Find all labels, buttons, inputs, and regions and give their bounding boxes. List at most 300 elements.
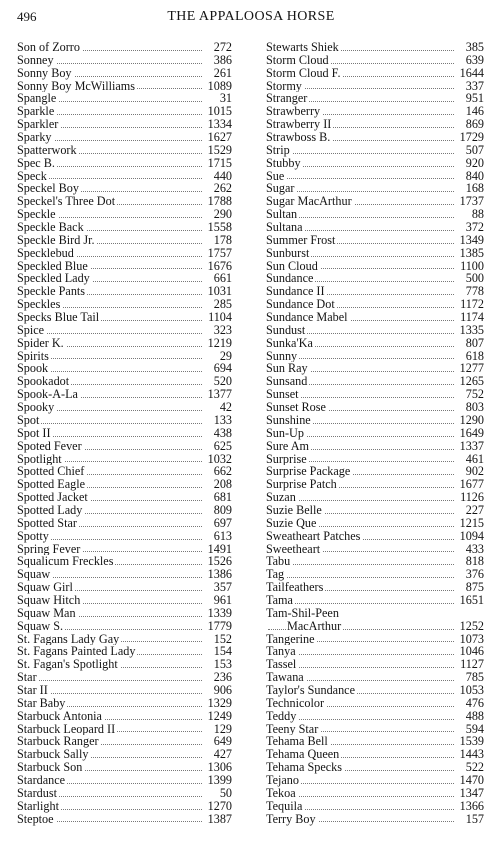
registration-number: 507 [463,144,484,157]
horse-name: Speckle [17,207,56,222]
horse-name: Sparky [17,130,52,145]
index-entry [266,131,484,144]
index-entry [266,543,484,556]
index-entry [266,247,484,260]
registration-number: 129 [211,723,232,736]
registration-number: 42 [217,401,232,414]
horse-name: Tam-Shil-Peen [266,605,339,620]
registration-number: 461 [463,453,484,466]
registration-number: 1649 [457,427,484,440]
horse-name: Squaw S. [17,618,64,633]
horse-name: Storm Cloud F. [266,65,341,80]
horse-name: Starbuck Leopard II [17,721,116,736]
index-entry [17,144,232,157]
index-entry [266,684,484,697]
horse-name: Sweatheart Patches [266,528,361,543]
index-entry [266,144,484,157]
registration-number: 488 [463,710,484,723]
index-entry [266,324,484,337]
index-entry [17,697,232,710]
registration-number: 152 [211,633,232,646]
horse-name: Son of Zorro [17,40,80,54]
registration-number: 875 [463,581,484,594]
horse-name: Sultan [266,207,298,222]
registration-number: 1127 [457,658,484,671]
index-entry [17,813,232,826]
registration-number: 1252 [457,620,484,633]
index-entry [266,594,484,607]
index-entry [266,311,484,324]
horse-name: St. Fagans Painted Lady [17,644,136,659]
index-entry [266,491,484,504]
horse-name: Spatterwork [17,142,77,157]
registration-number: 323 [211,324,232,337]
horse-name: Spring Fever [17,541,81,556]
dot-leader [268,178,454,179]
index-entry [17,427,232,440]
registration-number: 1215 [457,517,484,530]
registration-number: 639 [463,54,484,67]
registration-number: 1073 [457,633,484,646]
registration-number: 1306 [205,761,232,774]
horse-name: Sun Ray [266,361,308,376]
index-entry [266,414,484,427]
index-entry [17,247,232,260]
horse-name: Suzan [266,490,296,505]
index-entry [17,504,232,517]
index-entry [17,658,232,671]
registration-number: 376 [463,568,484,581]
horse-name: Spirits [17,348,49,363]
registration-number: 785 [463,671,484,684]
horse-name: Sundance Mabel [266,310,348,325]
horse-name: Squalicum Freckles [17,554,114,569]
dot-leader [268,577,454,578]
horse-name: Sun-Up [266,425,304,440]
dot-leader [19,333,202,334]
horse-name: Stormy [266,78,302,93]
horse-name: Sunny [266,348,298,363]
horse-name: Stranger [266,91,308,106]
page-title: THE APPALOOSA HORSE [167,9,335,24]
index-entry [17,67,232,80]
index-entry [17,41,232,54]
dot-leader [268,603,454,604]
registration-number: 661 [211,272,232,285]
registration-number: 88 [469,208,484,221]
index-entry [266,530,484,543]
horse-name: Squaw Hitch [17,592,81,607]
horse-name: Spotty [17,528,49,543]
registration-number: 1387 [205,813,232,826]
index-entry [17,414,232,427]
index-entry [17,350,232,363]
registration-number: 262 [211,182,232,195]
registration-number: 1337 [457,440,484,453]
index-entry [266,67,484,80]
registration-number: 1219 [205,337,232,350]
horse-name: Starlight [17,798,59,813]
index-entry [17,800,232,813]
index-column-right [266,41,484,825]
registration-number: 385 [463,41,484,54]
index-entry [266,787,484,800]
registration-number: 31 [217,92,232,105]
horse-name: Sure Am [266,438,309,453]
horse-name: Speckled Blue [17,258,88,273]
registration-number: 1443 [457,748,484,761]
horse-name: Speckles [17,297,61,312]
horse-name: Sweetheart [266,541,321,556]
registration-number: 1677 [457,478,484,491]
index-entry [17,491,232,504]
horse-name: Starbuck Ranger [17,734,99,749]
horse-name: Summer Frost [266,232,336,247]
horse-name: Star [17,670,37,685]
registration-number: 178 [211,234,232,247]
index-entry [266,517,484,530]
registration-number: 840 [463,170,484,183]
horse-name: Sparkler [17,117,59,132]
registration-number: 1329 [205,697,232,710]
horse-name: Specklebud [17,245,74,260]
index-entry [266,401,484,414]
index-entry [266,633,484,646]
registration-number: 438 [211,427,232,440]
registration-number: 290 [211,208,232,221]
registration-number: 1366 [457,800,484,813]
horse-name: Tejano [266,772,299,787]
index-entry [266,581,484,594]
index-entry [17,530,232,543]
horse-name: Spotted Lady [17,502,83,517]
horse-name: Tehama Bell [266,734,328,749]
horse-name: Tekoa [266,785,296,800]
registration-number: 154 [211,645,232,658]
horse-name: St. Fagans Lady Gay [17,631,120,646]
registration-number: 133 [211,414,232,427]
horse-name: Spotted Jacket [17,490,88,505]
horse-name: Star Baby [17,695,66,710]
horse-name: Spec B. [17,155,55,170]
registration-number: 1377 [205,388,232,401]
registration-number: 920 [463,157,484,170]
horse-name: Sunshine [266,412,311,427]
horse-name: Tama [266,592,293,607]
horse-name: Spook-A-La [17,387,78,402]
index-entry [266,54,484,67]
horse-name: Sunka'Ka [266,335,313,350]
horse-name: Teeny Star [266,721,319,736]
index-entry [17,157,232,170]
registration-number: 1249 [205,710,232,723]
registration-number: 50 [217,787,232,800]
horse-name: Spookadot [17,374,70,389]
index-entry [17,684,232,697]
horse-name: Speckled Lady [17,271,90,286]
horse-name: Squaw Man [17,605,76,620]
registration-number: 1399 [205,774,232,787]
registration-number: 227 [463,504,484,517]
horse-name: Spotted Chief [17,464,85,479]
registration-number: 1031 [205,285,232,298]
horse-name: Strip [266,142,290,157]
registration-number: 1174 [457,311,484,324]
horse-name: Speckel's Three Dot [17,194,116,209]
registration-number: 869 [463,118,484,131]
horse-name: Sparkle [17,104,55,119]
page-number: 496 [17,9,37,24]
horse-name: St. Fagan's Spotlight [17,657,118,672]
registration-number: 1032 [205,453,232,466]
registration-number: 1094 [457,530,484,543]
registration-number: 594 [463,723,484,736]
index-entry [266,157,484,170]
horse-name: Stewarts Shiek [266,40,339,54]
index-entry [266,41,484,54]
horse-name: Surprise Patch [266,477,337,492]
horse-name: Taylor's Sundance [266,682,356,697]
registration-number: 662 [211,465,232,478]
horse-name: Sunset Rose [266,400,326,415]
index-entry [17,440,232,453]
horse-name: Speckel Boy [17,181,79,196]
page-header [17,9,485,27]
registration-number: 1335 [457,324,484,337]
dot-leader [19,423,202,424]
index-entry [266,800,484,813]
registration-number: 1676 [205,260,232,273]
horse-name: Strawberry [266,104,321,119]
horse-name: Speckle Pants [17,284,86,299]
index-entry [17,594,232,607]
registration-number: 625 [211,440,232,453]
registration-number: 1265 [457,375,484,388]
registration-number: 1172 [457,298,484,311]
index-entry [17,671,232,684]
registration-number: 1715 [205,157,232,170]
horse-name: Sunburst [266,245,310,260]
horse-name: Sue [266,168,285,183]
horse-name: Spangle [17,91,57,106]
registration-number: 236 [211,671,232,684]
horse-name: Sugar MacArthur [266,194,352,209]
horse-name: Tehama Specks [266,760,342,775]
registration-number: 1349 [457,234,484,247]
registration-number: 697 [211,517,232,530]
horse-name: Steptoe [17,811,54,826]
index-entry [17,311,232,324]
index-entry [17,234,232,247]
registration-number: 357 [211,581,232,594]
horse-name: Sunsand [266,374,308,389]
horse-name: Sun Cloud [266,258,318,273]
index-entry [266,774,484,787]
registration-number: 146 [463,105,484,118]
registration-number: 157 [463,813,484,826]
registration-number: 168 [463,182,484,195]
registration-number: 818 [463,555,484,568]
horse-name: Spot [17,412,40,427]
horse-name: Tequila [266,798,303,813]
index-entry [17,787,232,800]
index-entry [266,620,484,633]
index-entry [266,221,484,234]
registration-number: 1386 [205,568,232,581]
index-entry [266,170,484,183]
index-entry [266,234,484,247]
horse-name: Surprise Package [266,464,351,479]
horse-name: Tag [266,567,285,582]
registration-number: 961 [211,594,232,607]
horse-name: Suzie Que [266,515,317,530]
index-entry [17,324,232,337]
registration-number: 1126 [457,491,484,504]
horse-name: Sundance [266,271,314,286]
horse-name: Tangerine [266,631,315,646]
horse-name: Sonny Boy [17,65,72,80]
index-entry [17,337,232,350]
horse-name: Squaw Girl [17,580,73,595]
index-entry [17,620,232,633]
index-entry [17,774,232,787]
registration-number: 752 [463,388,484,401]
horse-name: Speckle Bird Jr. [17,232,95,247]
registration-number: 1529 [205,144,232,157]
registration-number: 613 [211,530,232,543]
registration-number: 1290 [457,414,484,427]
registration-number: 803 [463,401,484,414]
index-entry [266,710,484,723]
horse-name: Speck [17,168,47,183]
horse-name: MacArthur [287,618,342,633]
horse-name: Sunset [266,387,299,402]
horse-name: Terry Boy [266,811,316,826]
registration-number: 1539 [457,735,484,748]
horse-name: Teddy [266,708,297,723]
horse-name: Tanya [266,644,296,659]
registration-number: 1385 [457,247,484,260]
horse-name: Tassel [266,657,297,672]
horse-name: Spoted Fever [17,438,82,453]
registration-number: 1627 [205,131,232,144]
registration-number: 1053 [457,684,484,697]
horse-name: Squaw [17,567,51,582]
horse-name: Suzie Belle [266,502,322,517]
registration-number: 1015 [205,105,232,118]
index-entry [266,478,484,491]
horse-name: Spooky [17,400,55,415]
registration-number: 1470 [457,774,484,787]
registration-number: 208 [211,478,232,491]
horse-name: Sugar [266,181,295,196]
index-entry [266,504,484,517]
registration-number: 1729 [457,131,484,144]
index-column-left [17,41,232,825]
dot-leader [19,680,202,681]
horse-name: Spook [17,361,49,376]
registration-number: 427 [211,748,232,761]
index-entry [17,517,232,530]
horse-name: Sultana [266,220,303,235]
horse-name: Stubby [266,155,301,170]
horse-name: Tailfeathers [266,580,324,595]
horse-name: Technicolor [266,695,325,710]
registration-number: 500 [463,272,484,285]
index-entry [266,440,484,453]
registration-number: 272 [211,41,232,54]
horse-name: Starbuck Sally [17,747,89,762]
registration-number: 951 [463,92,484,105]
horse-name: Stardust [17,785,57,800]
horse-name: Star II [17,682,48,697]
registration-number: 807 [463,337,484,350]
registration-number: 778 [463,285,484,298]
registration-number: 681 [211,491,232,504]
horse-name: Spotted Eagle [17,477,86,492]
registration-number: 1270 [205,800,232,813]
index-entry [266,337,484,350]
horse-name: Strawberry II [266,117,332,132]
registration-number: 906 [211,684,232,697]
registration-number: 1779 [205,620,232,633]
horse-name: Sundance II [266,284,325,299]
registration-number: 649 [211,735,232,748]
registration-number: 1644 [457,67,484,80]
registration-number: 1046 [457,645,484,658]
horse-name: Speckle Back [17,220,84,235]
registration-number: 476 [463,697,484,710]
horse-name: Specks Blue Tail [17,310,100,325]
horse-name: Starbuck Antonia [17,708,102,723]
index-entry [17,131,232,144]
registration-number: 618 [463,350,484,363]
index-entry [17,221,232,234]
registration-number: 440 [211,170,232,183]
registration-number: 1788 [205,195,232,208]
registration-number: 1757 [205,247,232,260]
horse-name: Sonney [17,52,54,67]
index-entry [17,54,232,67]
registration-number: 1339 [205,607,232,620]
dot-leader [268,153,454,154]
horse-name: Spice [17,322,45,337]
registration-number: 372 [463,221,484,234]
registration-number: 433 [463,543,484,556]
registration-number: 337 [463,80,484,93]
index-entry [266,645,484,658]
horse-name: Tehama Queen [266,747,340,762]
index-entry [17,401,232,414]
registration-number: 1277 [457,362,484,375]
registration-number: 520 [211,375,232,388]
horse-name: Spider K. [17,335,64,350]
registration-number: 522 [463,761,484,774]
horse-name: Sundust [266,322,306,337]
registration-number: 1347 [457,787,484,800]
registration-number: 1334 [205,118,232,131]
horse-name: Starbuck Son [17,760,83,775]
registration-number: 153 [211,658,232,671]
registration-number: 29 [217,350,232,363]
index-entry [266,427,484,440]
index-entry [266,607,484,620]
horse-name: Sundance Dot [266,297,335,312]
index-entry [17,710,232,723]
registration-number: 1651 [457,594,484,607]
horse-name: Strawboss B. [266,130,331,145]
registration-number: 1089 [205,80,232,93]
